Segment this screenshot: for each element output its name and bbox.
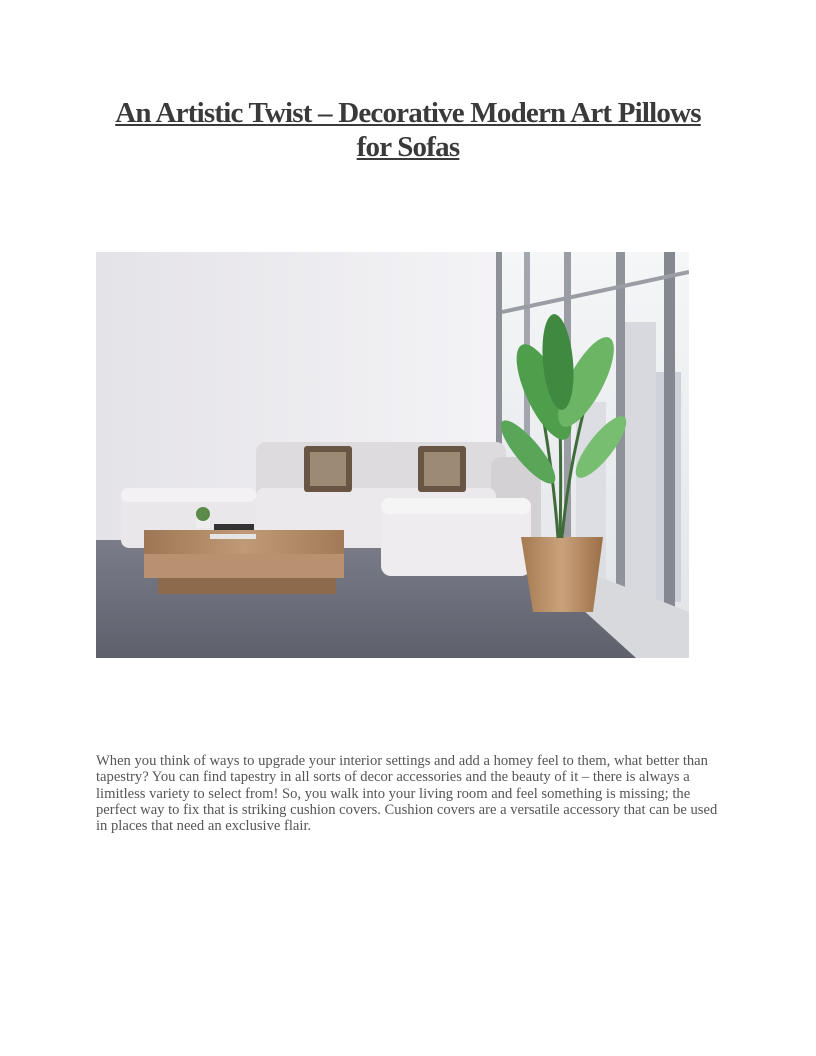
living-room-photo xyxy=(96,252,689,658)
page-title: An Artistic Twist – Decorative Modern Art Pillows for Sofas xyxy=(115,97,701,163)
body-paragraph: When you think of ways to upgrade your interior settings and add a homey feel to them, what better than tapestry? You can find tapestry in all sorts of decor accessories and the beauty of it – there is always a limitless variety to select from! So, you walk into your living room and feel something is missing; the perfect way to fix that is striking cushion covers. Cushion covers are a versatile accessory that can be used in places that need an exclusive flair. xyxy=(96,753,718,835)
